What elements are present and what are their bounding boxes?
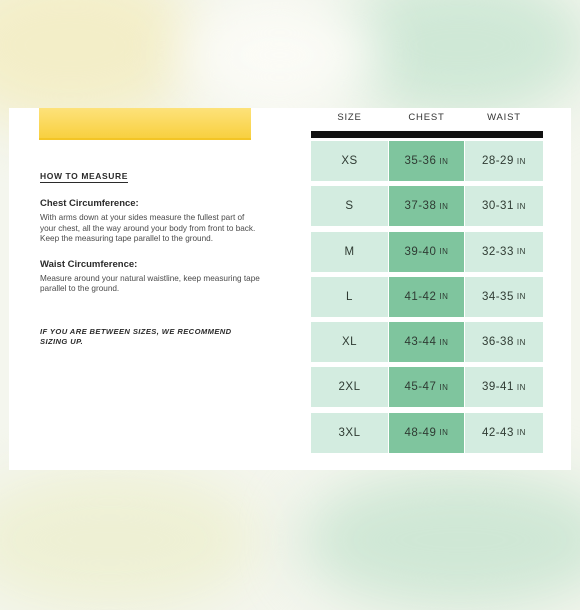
waist-text: Measure around your natural waistline, keep measuring tape parallel to the ground.: [40, 273, 260, 294]
size-table: [311, 108, 545, 439]
size-cell-value: 3XL: [338, 426, 361, 439]
chest-cell: [389, 413, 464, 453]
unit-label: IN: [516, 428, 527, 438]
unit-label: IN: [516, 247, 527, 257]
size-chart-card: [9, 108, 571, 470]
unit-label: IN: [439, 428, 449, 438]
size-cell: [311, 277, 388, 317]
unit-label: IN: [439, 201, 449, 211]
table-body: [311, 141, 543, 458]
size-cell: [311, 232, 388, 272]
header-waist: WAIST: [487, 112, 521, 123]
table-row: [311, 141, 543, 181]
waist-cell: [465, 367, 543, 407]
table-row: [311, 367, 543, 407]
chest-cell-value: 45-47: [404, 381, 437, 394]
waist-cell: [465, 413, 543, 453]
unit-label: IN: [439, 382, 449, 392]
yellow-header-band: [39, 108, 251, 140]
unit-label: IN: [516, 201, 527, 211]
waist-cell: [465, 186, 543, 226]
chest-cell-value: 35-36: [404, 155, 437, 167]
waist-title: Waist Circumference:: [40, 258, 138, 270]
waist-cell-value: 30-31: [481, 200, 514, 213]
size-cell: [311, 322, 388, 362]
chest-cell: [389, 141, 464, 181]
unit-label: IN: [439, 156, 449, 166]
chest-cell: [389, 322, 464, 362]
size-cell: [311, 413, 388, 453]
size-cell-value: L: [346, 290, 353, 303]
chest-cell: [389, 367, 464, 407]
size-cell: [311, 186, 388, 226]
header-size: SIZE: [337, 112, 362, 123]
waist-cell-value: 42-43: [481, 426, 514, 439]
size-cell-value: 2XL: [338, 381, 361, 394]
table-row: [311, 232, 543, 272]
chest-cell: [389, 232, 464, 272]
chest-title: Chest Circumference:: [40, 198, 139, 209]
size-cell: [311, 367, 388, 407]
waist-cell: [465, 141, 543, 181]
chest-cell-value: 39-40: [404, 245, 437, 258]
waist-cell: [465, 277, 543, 317]
chest-cell-value: 43-44: [404, 336, 437, 349]
size-cell: [311, 141, 388, 181]
header-divider-bar: [311, 131, 543, 138]
header-chest: CHEST: [408, 112, 445, 123]
chest-cell-value: 48-49: [404, 426, 437, 439]
waist-cell-value: 28-29: [481, 155, 514, 167]
background-blur: [180, 0, 380, 110]
unit-label: IN: [439, 292, 449, 302]
table-row: [311, 322, 543, 362]
chest-text: With arms down at your sides measure the fullest part of your chest, all the way around your body from front to back. Keep the measuring tape parallel to the ground.: [40, 213, 256, 244]
background-blur: [0, 470, 260, 610]
chest-cell-value: 41-42: [404, 290, 437, 303]
table-row: [311, 413, 543, 453]
how-to-measure-heading: HOW TO MEASURE: [40, 171, 129, 181]
unit-label: IN: [516, 382, 527, 392]
background-blur: [300, 470, 580, 610]
table-row: [311, 186, 543, 226]
chest-cell-value: 37-38: [404, 200, 437, 213]
size-cell-value: XL: [341, 336, 358, 349]
unit-label: IN: [439, 247, 449, 257]
unit-label: IN: [516, 337, 527, 347]
size-cell-value: XS: [341, 155, 358, 167]
waist-cell: [465, 232, 543, 272]
waist-cell: [465, 322, 543, 362]
unit-label: IN: [516, 156, 527, 166]
unit-label: IN: [439, 337, 449, 347]
waist-cell-value: 32-33: [481, 245, 514, 258]
table-row: [311, 277, 543, 317]
unit-label: IN: [516, 292, 527, 302]
measure-instructions: [40, 166, 260, 347]
size-cell-value: S: [345, 200, 354, 213]
chest-cell: [389, 277, 464, 317]
sizing-note: IF YOU ARE BETWEEN SIZES, WE RECOMMEND SIZING UP.: [40, 326, 232, 346]
size-cell-value: M: [344, 245, 355, 258]
waist-cell-value: 36-38: [481, 336, 514, 349]
chest-cell: [389, 186, 464, 226]
waist-cell-value: 34-35: [481, 290, 514, 303]
waist-cell-value: 39-41: [481, 381, 514, 394]
table-header: [311, 108, 545, 130]
